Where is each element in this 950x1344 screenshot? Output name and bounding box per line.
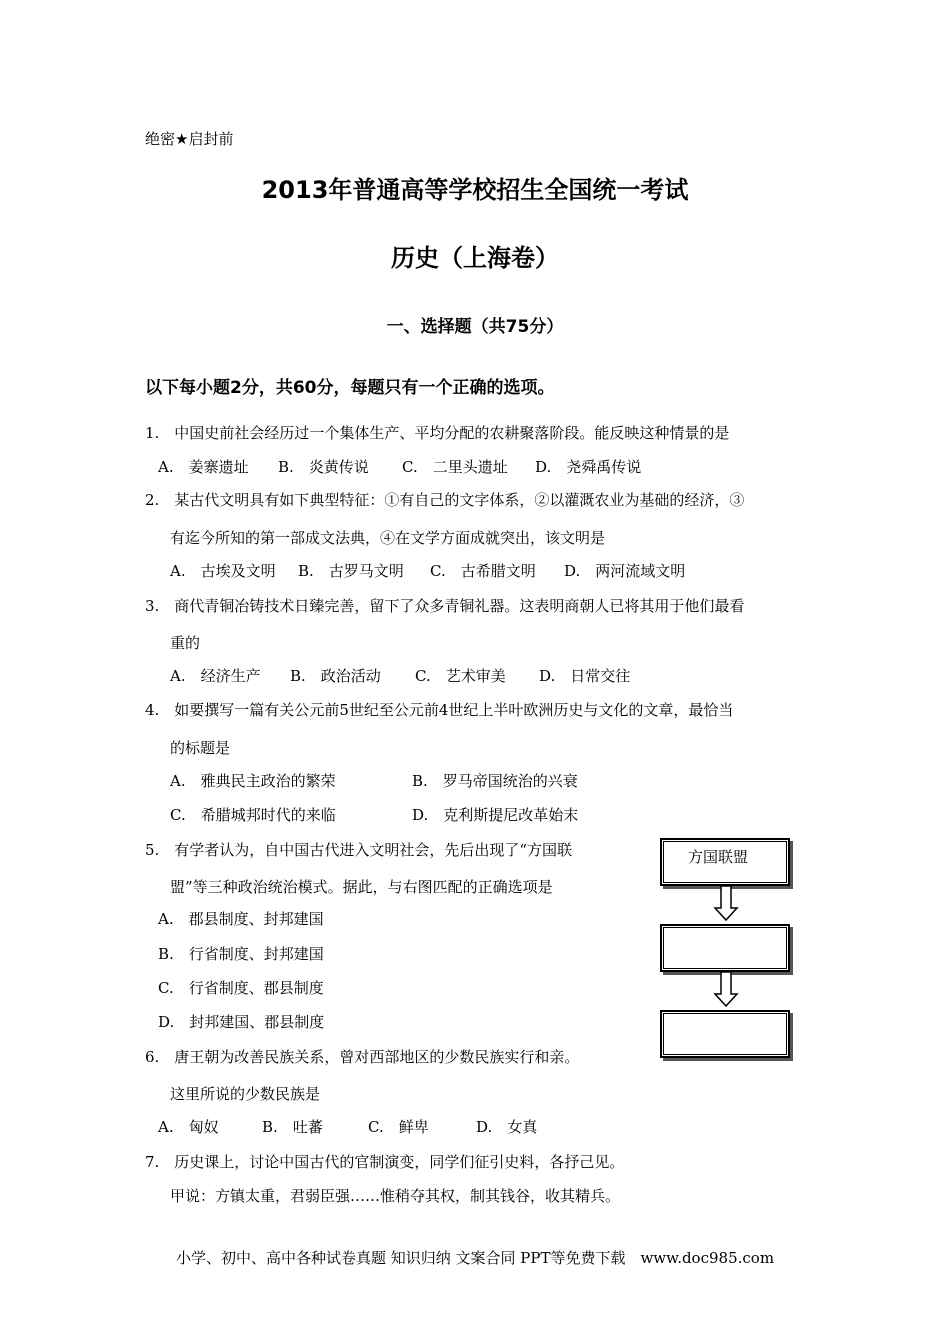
question-4-option-b: B. 罗马帝国统治的兴衰 — [412, 772, 578, 790]
confidential-label: 绝密★启封前 — [145, 130, 234, 148]
question-5-option-b: B. 行省制度、封邦建国 — [158, 945, 324, 963]
question-2-option-b: B. 古罗马文明 — [298, 562, 404, 580]
question-5-stem-line1: 5. 有学者认为，自中国古代进入文明社会，先后出现了“方国联 — [145, 841, 572, 859]
question-6-option-a: A. 匈奴 — [158, 1118, 219, 1136]
question-6-stem-line2: 这里所说的少数民族是 — [170, 1085, 321, 1103]
question-4-option-a: A. 雅典民主政治的繁荣 — [170, 772, 336, 790]
question-3-option-d: D. 日常交往 — [539, 667, 631, 685]
question-5-option-a: A. 郡县制度、封邦建国 — [158, 910, 324, 928]
question-3-option-a: A. 经济生产 — [170, 667, 261, 685]
question-3-option-c: C. 艺术审美 — [415, 667, 506, 685]
section-heading: 一、选择题（共75分） — [386, 317, 564, 337]
question-4-stem-line1: 4. 如要撰写一篇有关公元前5世纪至公元前4世纪上半叶欧洲历史与文化的文章，最恰当 — [145, 701, 734, 719]
question-1-option-d: D. 尧舜禹传说 — [535, 458, 642, 476]
question-4-option-d: D. 克利斯提尼改革始末 — [412, 806, 579, 824]
question-5-option-c: C. 行省制度、郡县制度 — [158, 979, 324, 997]
question-3-stem-line2: 重的 — [170, 634, 201, 652]
question-2-stem-line2: 有迄今所知的第一部成文法典，④在文学方面成就突出，该文明是 — [170, 529, 606, 547]
question-6-option-c: C. 鲜卑 — [368, 1118, 429, 1136]
question-6-stem-line1: 6. 唐王朝为改善民族关系，曾对西部地区的少数民族实行和亲。 — [145, 1048, 580, 1066]
question-1-stem: 1. 中国史前社会经历过一个集体生产、平均分配的农耕聚落阶段。能反映这种情景的是 — [145, 424, 730, 442]
question-4-option-c: C. 希腊城邦时代的来临 — [170, 806, 336, 824]
question-1-option-a: A. 姜寨遗址 — [158, 458, 249, 476]
question-7-stem-line1: 7. 历史课上，讨论中国古代的官制演变，同学们征引史料，各抒己见。 — [145, 1153, 625, 1171]
instructions: 以下每小题2分，共60分，每题只有一个正确的选项。 — [145, 378, 555, 398]
diagram-box-top-label: 方国联盟 — [688, 848, 749, 866]
question-2-option-a: A. 古埃及文明 — [170, 562, 276, 580]
question-5-option-d: D. 封邦建国、郡县制度 — [158, 1013, 325, 1031]
question-3-option-b: B. 政治活动 — [290, 667, 381, 685]
question-2-stem-line1: 2. 某古代文明具有如下典型特征：①有自己的文字体系，②以灌溉农业为基础的经济，③ — [145, 491, 745, 509]
diagram-box-top — [660, 838, 790, 886]
question-2-option-d: D. 两河流域文明 — [564, 562, 686, 580]
question-5-stem-line2: 盟”等三种政治统治模式。据此，与右图匹配的正确选项是 — [170, 878, 553, 896]
diagram-box-bottom — [660, 1010, 790, 1058]
question-4-stem-line2: 的标题是 — [170, 739, 231, 757]
diagram-box-middle — [660, 924, 790, 972]
exam-subtitle: 历史（上海卷） — [391, 244, 559, 272]
diagram-arrow-down-icon — [713, 972, 739, 1008]
question-6-option-b: B. 吐蕃 — [262, 1118, 323, 1136]
question-1-option-c: C. 二里头遗址 — [402, 458, 508, 476]
question-6-option-d: D. 女真 — [476, 1118, 538, 1136]
question-3-stem-line1: 3. 商代青铜冶铸技术日臻完善，留下了众多青铜礼器。这表明商朝人已将其用于他们最看 — [145, 597, 745, 615]
page-footer: 小学、初中、高中各种试卷真题 知识归纳 文案合同 PPT等免费下载 www.doc985.com — [175, 1249, 775, 1267]
diagram-arrow-down-icon — [713, 886, 739, 922]
exam-title: 2013年普通高等学校招生全国统一考试 — [261, 176, 689, 204]
question-7-stem-line2: 甲说：方镇太重，君弱臣强……惟稍夺其权，制其钱谷，收其精兵。 — [170, 1187, 621, 1205]
question-1-option-b: B. 炎黄传说 — [278, 458, 369, 476]
question-2-option-c: C. 古希腊文明 — [430, 562, 536, 580]
